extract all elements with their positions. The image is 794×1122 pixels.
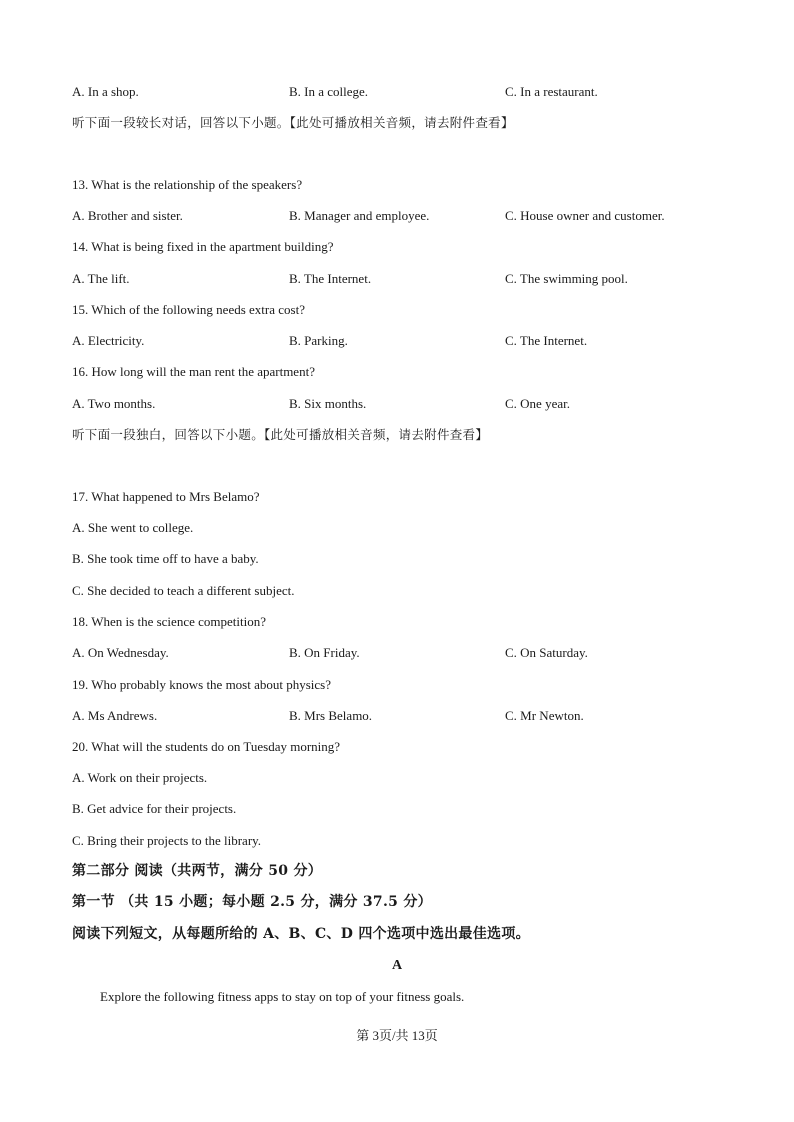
q15-option-a: A. Electricity. bbox=[72, 333, 145, 348]
q19-options bbox=[72, 708, 722, 724]
q13-option-a: A. Brother and sister. bbox=[72, 208, 183, 223]
q16-option-a: A. Two months. bbox=[72, 396, 156, 411]
q13-options bbox=[72, 208, 722, 224]
q15-option-b: B. Parking. bbox=[289, 333, 348, 348]
q15-options bbox=[72, 333, 722, 349]
passage-intro: Explore the following fitness apps to stay on top of your fitness goals. bbox=[100, 989, 465, 1004]
q17-option-a: A. She went to college. bbox=[72, 520, 194, 535]
q20-option-a: A. Work on their projects. bbox=[72, 770, 208, 785]
q19-option-a: A. Ms Andrews. bbox=[72, 708, 158, 723]
q15-option-c: C. The Internet. bbox=[505, 333, 588, 348]
dialogue-instruction: 听下面一段较长对话，回答以下小题。【此处可播放相关音频，请去附件查看】 bbox=[72, 115, 514, 130]
page-footer: 第 3页/共 13页 bbox=[356, 1028, 438, 1043]
q18-options bbox=[72, 645, 722, 661]
part2-heading: 第二部分 阅读（共两节，满分 50 分） bbox=[72, 863, 323, 879]
monologue-instruction: 听下面一段独白，回答以下小题。【此处可播放相关音频，请去附件查看】 bbox=[72, 427, 489, 442]
q18-option-b: B. On Friday. bbox=[289, 645, 360, 660]
q14-stem: 14. What is being fixed in the apartment building? bbox=[72, 239, 334, 254]
q20-option-b: B. Get advice for their projects. bbox=[72, 801, 237, 816]
q12-options bbox=[72, 84, 722, 100]
q16-options bbox=[72, 396, 722, 412]
q13-stem: 13. What is the relationship of the speakers? bbox=[72, 177, 303, 192]
q18-stem: 18. When is the science competition? bbox=[72, 614, 266, 629]
q15-stem: 15. Which of the following needs extra cost? bbox=[72, 302, 305, 317]
q18-option-c: C. On Saturday. bbox=[505, 645, 588, 660]
q13-option-b: B. Manager and employee. bbox=[289, 208, 430, 223]
q20-stem: 20. What will the students do on Tuesday morning? bbox=[72, 739, 341, 754]
reading-instruction: 阅读下列短文，从每题所给的 A、B、C、D 四个选项中选出最佳选项。 bbox=[72, 926, 530, 942]
q17-option-c: C. She decided to teach a different subject. bbox=[72, 583, 295, 598]
q19-stem: 19. Who probably knows the most about physics? bbox=[72, 677, 332, 692]
q17-option-b: B. She took time off to have a baby. bbox=[72, 551, 259, 566]
q12-option-c: C. In a restaurant. bbox=[505, 84, 598, 99]
q18-option-a: A. On Wednesday. bbox=[72, 645, 169, 660]
passage-letter: A bbox=[391, 958, 403, 973]
q14-option-b: B. The Internet. bbox=[289, 271, 372, 286]
q14-option-a: A. The lift. bbox=[72, 271, 130, 286]
section1-heading: 第一节 （共 15 小题；每小题 2.5 分，满分 37.5 分） bbox=[72, 894, 432, 910]
q12-option-a: A. In a shop. bbox=[72, 84, 139, 99]
q16-option-c: C. One year. bbox=[505, 396, 570, 411]
q14-options bbox=[72, 271, 722, 287]
q17-stem: 17. What happened to Mrs Belamo? bbox=[72, 489, 260, 504]
q16-option-b: B. Six months. bbox=[289, 396, 367, 411]
q19-option-b: B. Mrs Belamo. bbox=[289, 708, 373, 723]
q14-option-c: C. The swimming pool. bbox=[505, 271, 628, 286]
q20-option-c: C. Bring their projects to the library. bbox=[72, 833, 262, 848]
q16-stem: 16. How long will the man rent the apartment? bbox=[72, 364, 315, 379]
q19-option-c: C. Mr Newton. bbox=[505, 708, 584, 723]
q12-option-b: B. In a college. bbox=[289, 84, 369, 99]
q13-option-c: C. House owner and customer. bbox=[505, 208, 665, 223]
